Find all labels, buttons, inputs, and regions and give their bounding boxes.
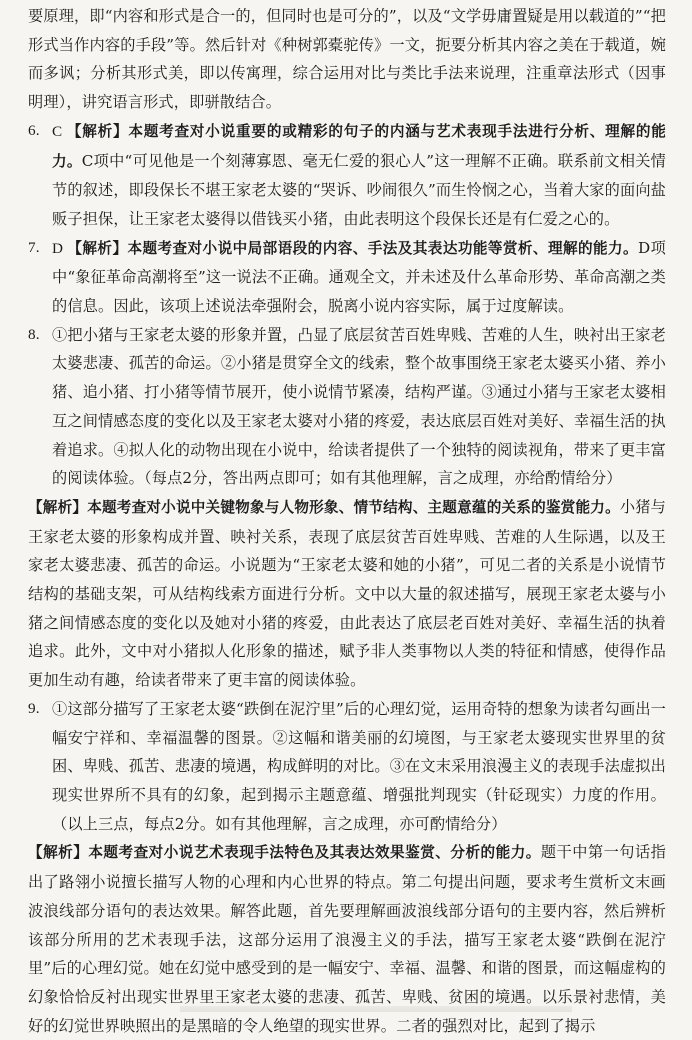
analysis-tag: 【解析】: [66, 122, 129, 140]
question-6-body: [52, 117, 666, 234]
intro-paragraph: 要原理，即“内容和形式是合一的，但同时也是可分的”，以及“文学毋庸置疑是用以载道的”“把形式当作内容的手段”等。然后针对《种树郭橐驼传》一文，扼要分析其内容之美在于载道，婉而多讽；分析其形式美，即以传寓理，综合运用对比与类比手法来说理，注重章法形式（因事明理），讲究语言形式，即骈散结合。: [28, 7, 666, 112]
analysis-lead: 本题考查对小说中局部语段的内容、手法及其表达功能等赏析、理解的能力。: [127, 239, 639, 257]
answer-text: ①把小猪与王家老太婆的形象并置，凸显了底层贫苦百姓卑贱、苦难的人生，映衬出王家老太婆悲凄、孤苦的命运。②小猪是贯穿全文的线索，整个故事围绕王家老太婆买小猪、养小猪、追小猪、打小猪等情节展开，使小说情节紧凑，结构严谨。③通过小猪与王家老太婆相互之间情感态度的变化以及王家老太婆对小猪的疼爱，表达底层百姓对美好、幸福生活的执着追求。④拟人化的动物出现在小说中，给读者提供了一个独特的阅读视角，带来了更丰富的阅读体验。（每点2分，答出两点即可；如有其他理解，言之成理，亦给酌情给分）: [52, 325, 666, 488]
question-7-body: [52, 234, 666, 321]
question-8-analysis: [28, 493, 666, 695]
analysis-text: C项中“可见他是一个刻薄寡恩、毫无仁爱的狠心人”这一理解不正确。联系前文相关情节的叙述，即段保长不堪王家老太婆的“哭诉、吵闹很久”而生怜悯之心，当着大家的面向盐贩子担保，让王家老太婆得以借钱买小猪，由此表明这个段保长还是有仁爱之心的。: [52, 151, 666, 228]
question-7: [28, 234, 666, 321]
question-number: 9.: [28, 699, 40, 717]
question-number: 7.: [28, 238, 40, 256]
analysis-tag: 【解析】: [28, 844, 89, 862]
analysis-text: 题干中第一句话指出了路翎小说擅长描写人物的心理和内心世界的特点。第二句提出问题，要求考生赏析文末画波浪线部分语句的表达效果。解答此题，首先要理解画波浪线部分语句的主要内容，然后辨析该部分所用的艺术表现手法，这部分运用了浪漫主义的手法，描写王家老太婆“跌倒在泥泞里”后的心理幻觉。她在幻觉中感受到的是一幅安宁、幸福、温馨、和谐的图景，而这幅虚构的幻象恰恰反衬出现实世界里王家老太婆的悲凄、孤苦、卑贱、贫困的境遇。以乐景衬悲情，美好的幻觉世界映照出的是黑暗的令人绝望的现实世界。二者的强烈对比，起到了揭示: [28, 843, 666, 1035]
analysis-text: D项中“象征革命高潮将至”这一说法不正确。通观全文，并未述及什么革命形势、革命高潮之类的信息。因此，该项上述说法牵强附会，脱离小说内容实际，属于过度解读。: [52, 238, 666, 316]
answer-text: ①这部分描写了王家老太婆“跌倒在泥泞里”后的心理幻觉，运用奇特的想象为读者勾画出一幅安宁祥和、幸福温馨的图景。②这幅和谐美丽的幻境图，与王家老太婆现实世界里的贫困、卑贱、孤苦、悲凄的境遇，构成鲜明的对比。③在文末采用浪漫主义的表现手法虚拟出现实世界所不具有的幻象，起到揭示主题意蕴、增强批判现实（针砭现实）力度的作用。（以上三点，每点2分。如有其他理解，言之成理，亦可酌情给分）: [52, 699, 666, 833]
analysis-text: 小猪与王家老太婆的形象构成并置、映衬关系，表现了底层贫苦百姓卑贱、苦难的人生际遇，以及王家老太婆悲凄、孤苦的命运。小说题为“王家老太婆和她的小猪”，可见二者的关系是小说情节结构的基础支架，可从结构线索方面进行分析。文中以大量的叙述描写，展现王家老太婆与小猪之间情感态度的变化以及她对小猪的疼爱，由此表达了底层老百姓对美好、幸福生活的执着追求。此外，文中对小猪拟人化形象的描述，赋予非人类事物以人类的特征和情感，使得作品更加生动有趣，给读者带来了更丰富的阅读体验。: [28, 497, 666, 690]
analysis-lead: 本题考查对小说艺术表现手法特色及其表达效果鉴赏、分析的能力。: [88, 844, 541, 862]
question-8: [28, 321, 666, 493]
answer-letter: C: [52, 122, 63, 140]
answer-letter: D: [52, 239, 64, 257]
question-9: [28, 695, 666, 839]
analysis-tag: 【解析】: [28, 498, 88, 516]
question-number: 6.: [28, 121, 40, 139]
question-number: 8.: [28, 325, 40, 343]
analysis-tag: 【解析】: [67, 239, 128, 257]
page-edge-shadow: [180, 1006, 572, 1012]
analysis-lead: 本题考查对小说中关键物象与人物形象、情节结构、主题意蕴的关系的鉴赏能力。: [87, 498, 620, 516]
question-6: [28, 117, 666, 234]
analysis-lead: 本题考查对小说重要的或精彩的句子的内涵与艺术表现手法进行分析、理解的能力。: [52, 122, 666, 170]
